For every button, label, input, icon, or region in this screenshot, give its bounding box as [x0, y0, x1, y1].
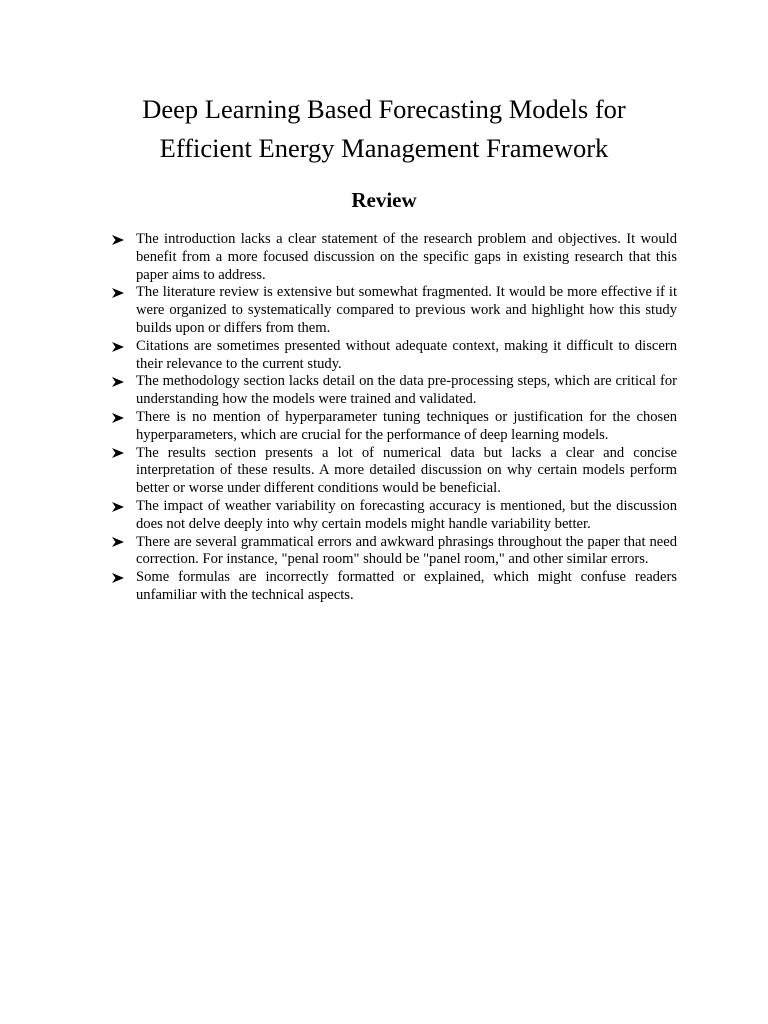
- arrowhead-bullet-icon: [112, 409, 126, 427]
- review-list: [110, 231, 677, 605]
- arrowhead-bullet-icon: [112, 498, 126, 516]
- review-item: [110, 445, 677, 498]
- arrowhead-bullet-icon: [112, 445, 126, 463]
- review-item: [110, 534, 677, 570]
- title-line-2: Efficient Energy Management Framework: [159, 133, 609, 163]
- arrowhead-bullet-icon: [112, 373, 126, 391]
- arrowhead-bullet-icon: [112, 284, 126, 302]
- review-item: [110, 498, 677, 534]
- arrowhead-bullet-icon: [112, 569, 126, 587]
- arrowhead-bullet-icon: [112, 231, 126, 249]
- arrowhead-bullet-icon: [112, 338, 126, 356]
- review-item-text: The results section presents a lot of numerical data but lacks a clear and concise interpretation of these results. A more detailed discussion on why certain models perform better or worse under different conditions would be beneficial.: [136, 444, 677, 497]
- review-item-text: The introduction lacks a clear statement of the research problem and objectives. It would benefit from a more focused discussion on the specific gaps in existing research that this paper aims to address.: [136, 231, 677, 283]
- review-item: [110, 284, 677, 337]
- review-item: [110, 338, 677, 374]
- document-title: [0, 90, 768, 168]
- title-line-1: Deep Learning Based Forecasting Models for: [142, 94, 626, 124]
- review-item-text: Citations are sometimes presented without adequate context, making it difficult to discern their relevance to the current study.: [136, 337, 677, 372]
- review-item-text: The literature review is extensive but somewhat fragmented. It would be more effective if it were organized to systematically compared to previous work and highlight how this study builds upon or differs from them.: [136, 284, 677, 336]
- review-heading: Review: [351, 188, 417, 212]
- review-item: [110, 231, 677, 284]
- review-item-text: The methodology section lacks detail on the data pre-processing steps, which are critical for understanding how the models were trained and validated.: [136, 373, 677, 408]
- arrowhead-bullet-icon: [112, 534, 126, 552]
- review-item: [110, 373, 677, 409]
- review-item-text: The impact of weather variability on forecasting accuracy is mentioned, but the discussion does not delve deeply into why certain models might handle variability better.: [136, 497, 677, 532]
- review-item-text: There is no mention of hyperparameter tuning techniques or justification for the chosen hyperparameters, which are crucial for the performance of deep learning models.: [136, 408, 677, 443]
- review-item-text: Some formulas are incorrectly formatted or explained, which might confuse readers unfamiliar with the technical aspects.: [136, 569, 677, 603]
- review-item: [110, 569, 677, 605]
- review-item-text: There are several grammatical errors and awkward phrasings throughout the paper that need correction. For instance, "penal room" should be "panel room," and other similar errors.: [136, 533, 677, 568]
- review-item: [110, 409, 677, 445]
